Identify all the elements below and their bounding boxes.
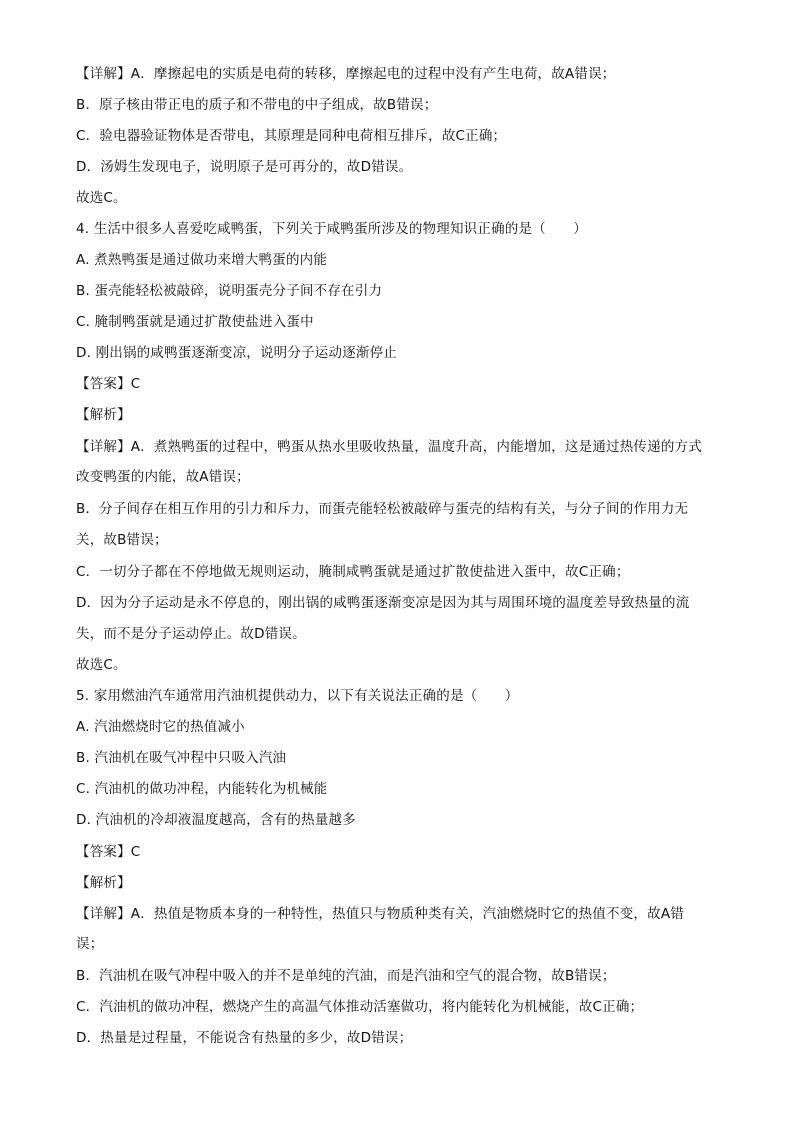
text-line: D．因为分子运动是永不停息的，刚出锅的咸鸭蛋逐渐变凉是因为其与周围环境的温度差导致热量的流 [76,595,690,611]
text-line: D．热量是过程量，不能说含有热量的多少，故D错误； [76,1030,413,1046]
text-line: C．汽油机的做功冲程，燃烧产生的高温气体推动活塞做功，将内能转化为机械能，故C正确； [76,999,644,1015]
text-line: B．分子间存在相互作用的引力和斥力，而蛋壳能轻松被敲碎与蛋壳的结构有关，与分子间的作用力无 [76,501,689,517]
text-line: B．原子核由带正电的质子和不带电的中子组成，故B错误； [76,97,438,113]
text-line: 【详解】A．摩擦起电的实质是电荷的转移，摩擦起电的过程中没有产生电荷，故A错误； [76,66,616,82]
option-d: D. 汽油机的冷却液温度越高，含有的热量越多 [76,812,356,828]
text-line: 关，故B错误； [76,532,168,548]
text-line: 故选C。 [76,190,127,206]
option-a: A. 汽油燃烧时它的热值减小 [76,719,245,735]
text-line: 故选C。 [76,657,127,673]
answer-label: 【答案】C [76,844,141,860]
text-line: 【详解】A．煮熟鸭蛋的过程中，鸭蛋从热水里吸收热量，温度升高，内能增加，这是通过热传递的方式 [76,439,702,455]
analysis-label: 【解析】 [76,407,131,423]
text-line: B．汽油机在吸气冲程中吸入的并不是单纯的汽油，而是汽油和空气的混合物，故B错误； [76,968,616,984]
option-b: B. 汽油机在吸气冲程中只吸入汽油 [76,750,287,766]
option-b: B. 蛋壳能轻松被敲碎，说明蛋壳分子间不存在引力 [76,283,383,299]
option-a: A. 煮熟鸭蛋是通过做功来增大鸭蛋的内能 [76,252,328,268]
text-line: 误； [76,936,104,952]
text-line: 失，而不是分子运动停止。故D错误。 [76,626,306,642]
text-line: C．一切分子都在不停地做无规则运动，腌制咸鸭蛋就是通过扩散使盐进入蛋中，故C正确； [76,564,630,580]
question-title: 4. 生活中很多人喜爱吃咸鸭蛋，下列关于咸鸭蛋所涉及的物理知识正确的是（ ） [76,221,587,237]
option-c: C. 腌制鸭蛋就是通过扩散使盐进入蛋中 [76,314,314,330]
answer-label: 【答案】C [76,376,141,392]
option-c: C. 汽油机的做功冲程，内能转化为机械能 [76,781,328,797]
analysis-label: 【解析】 [76,875,131,891]
text-line: C．验电器验证物体是否带电，其原理是同种电荷相互排斥，故C正确； [76,128,507,144]
question-title: 5. 家用燃油汽车通常用汽油机提供动力，以下有关说法正确的是（ ） [76,688,519,704]
text-line: 改变鸭蛋的内能，故A错误； [76,469,250,485]
text-line: D．汤姆生发现电子，说明原子是可再分的，故D错误。 [76,159,413,175]
text-line: 【详解】A．热值是物质本身的一种特性，热值只与物质种类有关，汽油燃烧时它的热值不变，故A错 [76,906,684,922]
option-d: D. 刚出锅的咸鸭蛋逐渐变凉，说明分子运动逐渐停止 [76,345,397,361]
